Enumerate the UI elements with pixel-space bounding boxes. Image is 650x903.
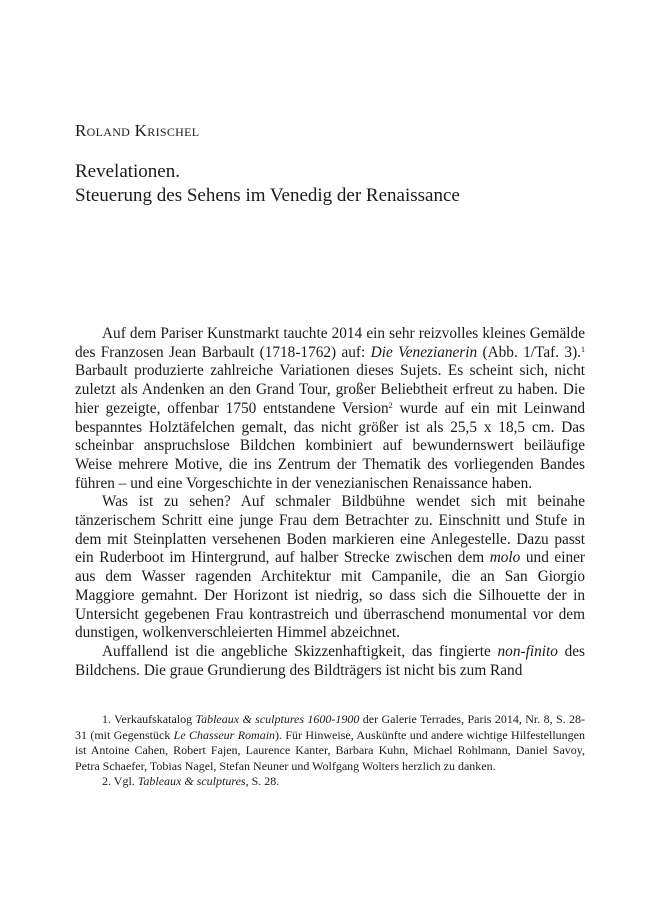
text-run: Barbault produzierte zahlreiche Variationen dieses Sujets. Es scheint sich, nicht zuletzt als Andenken an den Grand Tour, großer Beliebtheit erfreut zu haben. Die hier gezeigte, offenbar 1750 entstandene Version [75,362,585,417]
text-run: Auf dem Pariser Kunstmarkt tauchte 2014 ein sehr reizvolles kleines Gemälde des Franzosen Jean Barbault (1718-1762) auf: [75,325,585,361]
text-run: Auffallend ist die angebliche Skizzenhaftigkeit, das fingierte [102,642,498,660]
article-title [75,160,585,208]
text-run: ). Für Hinweise, Auskünfte und andere wichtige Hilfestellungen ist Antoine Cahen, Robert Fajen, Laurence Kanter, Barbara Kuhn, Michael Rohlmann, Daniel Savoy, Petra Schaefer, Tobias Nagel, Stefan Neuner und Wolfgang Wolters herzlich zu danken. [75,727,586,773]
italic-title: Tableaux & sculptures 1600-1900 [195,712,360,726]
body-text [75,325,585,680]
text-run: des Bildchens. Die graue Grundierung des Bildträgers ist nicht bis zum Rand [75,642,585,679]
text-run: Was ist zu sehen? Auf schmaler Bildbühne wendet sich mit beinahe tänzerischem Schritt eine junge Frau dem Betrachter zu. Einschnitt und Stufe in dem mit Steinplatten versehenen Boden markieren eine Anlegestelle. Dazu passt ein Ruderboot im Hintergrund, auf halber Strecke zwischen dem [75,493,585,567]
footnote-1 [75,712,585,774]
italic-term: non-finito [497,642,558,660]
text-run: 2. Vgl. [102,774,138,788]
footnotes [75,712,585,790]
italic-title: Tableaux & sculptures [137,774,246,788]
text-run: und einer aus dem Wasser ragenden Architektur mit Campanile, die an San Giorgio Maggiore gemahnt. Der Horizont ist niedrig, so dass sich die Silhouette der in Untersicht gegebenen Frau kontrastreich und überraschend monumental vor dem dunstigen, wolkenverschleierten Himmel abzeichnet. [75,549,585,642]
text-run: der Galerie Terrades, Paris 2014, Nr. 8, S. 28-31 (mit Gegenstück [75,712,586,742]
text-run: wurde auf ein mit Leinwand bespanntes Holztäfelchen gemalt, das nicht größer ist als 25,5 x 18,5 cm. Das scheinbar anspruchslose Bildchen kombiniert auf bewundernswert beiläufige Weise mehrere Motive, die ins Zentrum der Thematik des vorliegenden Bandes führen – und eine Vorgeschichte in der venezianischen Renaissance haben. [75,399,585,492]
footnote-ref-2[interactable]: 2 [388,400,393,410]
italic-title: Le Chasseur Romain [173,727,276,742]
paragraph-1 [75,325,585,493]
paragraph-3 [75,643,585,680]
title-line-1: Revelationen. [75,161,180,182]
text-run: 1. Verkaufskatalog [102,712,196,726]
text-run: (Abb. 1/Taf. 3). [477,343,581,361]
author-name: Roland Krischel [75,121,200,140]
footnote-ref-1[interactable]: 1 [581,344,585,354]
paragraph-2 [75,493,585,643]
italic-title: Die Venezianerin [370,343,478,361]
title-line-2: Steuerung des Sehens im Venedig der Renaissance [75,185,460,206]
text-run: , S. 28. [245,774,280,788]
italic-term: molo [489,549,521,567]
footnote-2 [75,774,585,790]
